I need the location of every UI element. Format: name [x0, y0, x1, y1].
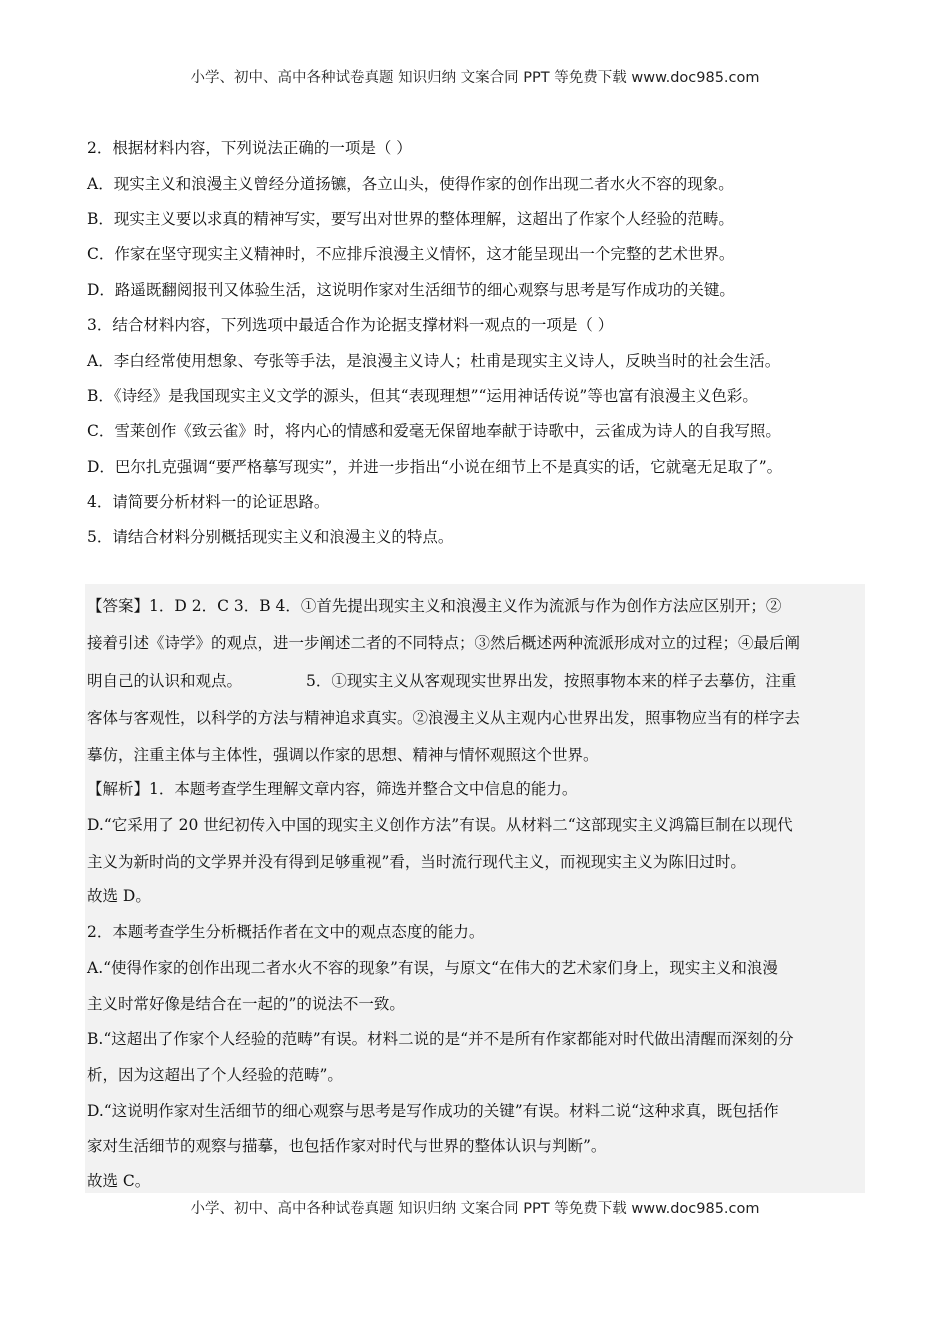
question-2-stem: 2．根据材料内容，下列说法正确的一项是（ ）	[87, 139, 412, 157]
question-3-option-c: C．雪莱创作《致云雀》时，将内心的情感和爱毫无保留地奉献于诗歌中，云雀成为诗人的自我写照。	[87, 422, 781, 440]
question-2-option-b: B．现实主义要以求真的精神写实，要写出对世界的整体理解，这超出了作家个人经验的范畴。	[87, 210, 734, 228]
answer-line	[87, 671, 796, 691]
analysis-line: A.“使得作家的创作出现二者水火不容的现象”有误，与原文“在伟大的艺术家们身上，现实主义和浪漫	[87, 959, 778, 977]
analysis-line: D.“它采用了 20 世纪初传入中国的现实主义创作方法”有误。从材料二“这部现实主义鸿篇巨制在以现代	[87, 816, 793, 834]
analysis-line: B.“这超出了作家个人经验的范畴”有误。材料二说的是“并不是所有作家都能对时代做出清醒而深刻的分	[87, 1030, 794, 1048]
question-2-option-d: D．路遥既翻阅报刊又体验生活，这说明作家对生活细节的细心观察与思考是写作成功的关键。	[87, 281, 735, 299]
question-2-option-a: A．现实主义和浪漫主义曾经分道扬镳，各立山头，使得作家的创作出现二者水火不容的现象。	[87, 175, 734, 193]
analysis-line: 家对生活细节的观察与描摹，也包括作家对时代与世界的整体认识与判断”。	[87, 1137, 607, 1155]
analysis-line: 【解析】1．本题考查学生理解文章内容，筛选并整合文中信息的能力。	[87, 780, 578, 798]
question-3-stem: 3．结合材料内容，下列选项中最适合作为论据支撑材料一观点的一项是（ ）	[87, 316, 614, 334]
answer-line-part: 明自己的认识和观点。	[87, 672, 243, 690]
answer-line: 【答案】1．D 2．C 3．B 4．①首先提出现实主义和浪漫主义作为流派与作为创作方法应区别开；②	[87, 597, 782, 615]
question-4-stem: 4．请简要分析材料一的论证思路。	[87, 493, 330, 511]
question-3-option-d: D．巴尔扎克强调“要严格摹写现实”，并进一步指出“小说在细节上不是真实的话，它就毫无足取了”。	[87, 458, 783, 476]
question-2-option-c: C．作家在坚守现实主义精神时，不应排斥浪漫主义情怀，这才能呈现出一个完整的艺术世界。	[87, 245, 735, 263]
analysis-line: 故选 C。	[87, 1172, 151, 1190]
answer-line-part: 5．①现实主义从客观现实世界出发，按照事物本来的样子去摹仿，注重	[306, 672, 797, 690]
answer-line: 接着引述《诗学》的观点，进一步阐述二者的不同特点；③然后概述两种流派形成对立的过程；④最后阐	[87, 634, 801, 652]
analysis-line: 主义为新时尚的文学界并没有得到足够重视”看，当时流行现代主义，而视现实主义为陈旧过时。	[87, 853, 746, 871]
page-header: 小学、初中、高中各种试卷真题 知识归纳 文案合同 PPT 等免费下载 www.doc985.com	[190, 70, 760, 86]
analysis-line: D.“这说明作家对生活细节的细心观察与思考是写作成功的关键”有误。材料二说“这种求真，既包括作	[87, 1102, 779, 1120]
question-5-stem: 5．请结合材料分别概括现实主义和浪漫主义的特点。	[87, 528, 454, 546]
analysis-line: 故选 D。	[87, 887, 151, 905]
page-footer: 小学、初中、高中各种试卷真题 知识归纳 文案合同 PPT 等免费下载 www.doc985.com	[190, 1201, 760, 1217]
answer-line: 摹仿，注重主体与主体性，强调以作家的思想、精神与情怀观照这个世界。	[87, 746, 599, 764]
analysis-line: 主义时常好像是结合在一起的”的说法不一致。	[87, 995, 405, 1013]
analysis-line: 2．本题考查学生分析概括作者在文中的观点态度的能力。	[87, 923, 485, 941]
analysis-line: 析，因为这超出了个人经验的范畴”。	[87, 1066, 343, 1084]
answer-line: 客体与客观性，以科学的方法与精神追求真实。②浪漫主义从主观内心世界出发，照事物应当有的样字去	[87, 709, 801, 727]
question-3-option-a: A．李白经常使用想象、夸张等手法，是浪漫主义诗人；杜甫是现实主义诗人，反映当时的社会生活。	[87, 352, 781, 370]
question-3-option-b: B．《诗经》是我国现实主义文学的源头，但其“表现理想”“运用神话传说”等也富有浪漫主义色彩。	[87, 387, 758, 405]
